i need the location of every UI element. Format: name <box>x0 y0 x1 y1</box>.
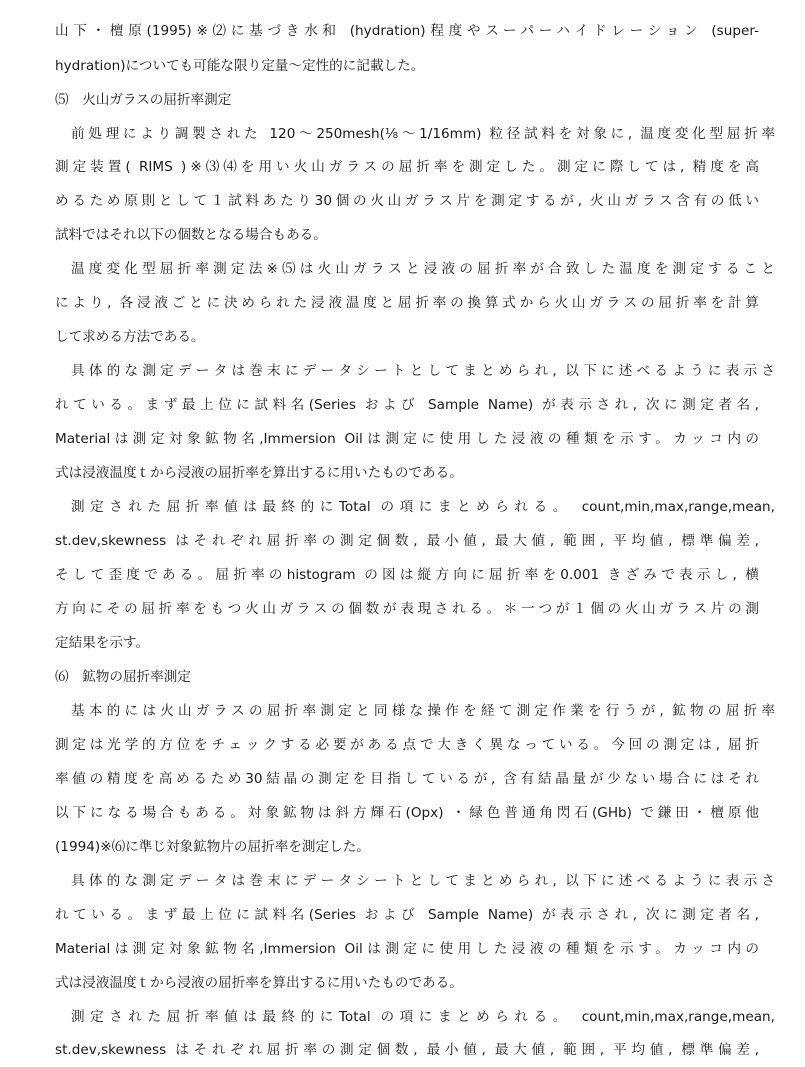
text-line: 前処理により調製された 120〜250mesh(⅛〜1/16mm) 粒径試料を対象に, 温度変化型屈折率 <box>71 126 775 142</box>
text-line: 以下になる場合もある。対象鉱物は斜方輝石(Opx) ・緑色普通角閃石(GHb) で鎌田・檀原他 <box>55 805 759 821</box>
text-line: 方向にその屈折率をもつ火山ガラスの個数が表現される。＊一つが１個の火山ガラス片の測 <box>55 601 759 617</box>
text-line: 試料ではそれ以下の個数となる場合もある。 <box>55 227 327 243</box>
text-line: 温度変化型屈折率測定法※⑸は火山ガラスと浸液の屈折率が合致した温度を測定すること <box>71 261 775 277</box>
text-line: により, 各浸液ごとに決められた浸液温度と屈折率の換算式から火山ガラスの屈折率を計算 <box>55 295 759 311</box>
text-line: 式は浸液温度ｔから浸液の屈折率を算出するに用いたものである。 <box>55 975 463 991</box>
text-line: 具体的な測定データは巻末にデータシートとしてまとめられ, 以下に述べるように表示さ <box>71 873 775 889</box>
text-line: 測定された屈折率値は最終的にTotal の項にまとめられる。 count,min,max,range,mean, <box>71 1009 775 1025</box>
text-line: 具体的な測定データは巻末にデータシートとしてまとめられ, 以下に述べるように表示さ <box>71 363 775 379</box>
text-line: 基本的には火山ガラスの屈折率測定と同様な操作を経て測定作業を行うが, 鉱物の屈折率 <box>71 703 775 719</box>
text-line: st.dev,skewness はそれぞれ屈折率の測定個数, 最小値, 最大値, 範囲, 平均値, 標準偏差, <box>55 1042 759 1058</box>
text-line: st.dev,skewness はそれぞれ屈折率の測定個数, 最小値, 最大値, 範囲, 平均値, 標準偏差, <box>55 533 759 549</box>
text-line: 式は浸液温度ｔから浸液の屈折率を算出するに用いたものである。 <box>55 465 463 481</box>
text-line: 率値の精度を高めるため30結晶の測定を目指しているが, 含有結晶量が少ない場合にはそれ <box>55 771 759 787</box>
text-line: 測定は光学的方位をチェックする必要がある点で大きく異なっている。今回の測定は, 屈折 <box>55 737 759 753</box>
text-line: Materialは測定対象鉱物名,Immersion Oilは測定に使用した浸液の種類を示す。カッコ内の <box>55 941 759 957</box>
section-heading-5: ⑸ 火山ガラスの屈折率測定 <box>55 92 232 108</box>
text-line: 山下・檀原(1995)※⑵に基づき水和 (hydration)程度やスーパーハイドレーション (super- <box>55 23 759 39</box>
text-line: hydration)についても可能な限り定量〜定性的に記載した。 <box>55 58 425 74</box>
section-heading-6: ⑹ 鉱物の屈折率測定 <box>55 669 191 685</box>
text-line: めるため原則として１試料あたり30個の火山ガラス片を測定するが, 火山ガラス含有の低い <box>55 193 759 209</box>
text-line: れている。まず最上位に試料名(Series および Sample Name) が表示され, 次に測定者名, <box>55 907 759 923</box>
text-line: 定結果を示す。 <box>55 635 150 651</box>
text-line: Materialは測定対象鉱物名,Immersion Oilは測定に使用した浸液の種類を示す。カッコ内の <box>55 431 759 447</box>
text-line: 測定された屈折率値は最終的にTotal の項にまとめられる。 count,min,max,range,mean, <box>71 499 775 515</box>
text-line: (1994)※⑹に準じ対象鉱物片の屈折率を測定した。 <box>55 839 370 855</box>
text-line: して求める方法である。 <box>55 329 205 345</box>
text-line: 測定装置( RIMS )※⑶⑷を用い火山ガラスの屈折率を測定した。測定に際しては, 精度を高 <box>55 159 759 175</box>
text-line: そして歪度である。屈折率のhistogram の図は縦方向に屈折率を0.001 きざみで表示し, 横 <box>55 567 759 583</box>
text-line: れている。まず最上位に試料名(Series および Sample Name) が表示され, 次に測定者名, <box>55 397 759 413</box>
